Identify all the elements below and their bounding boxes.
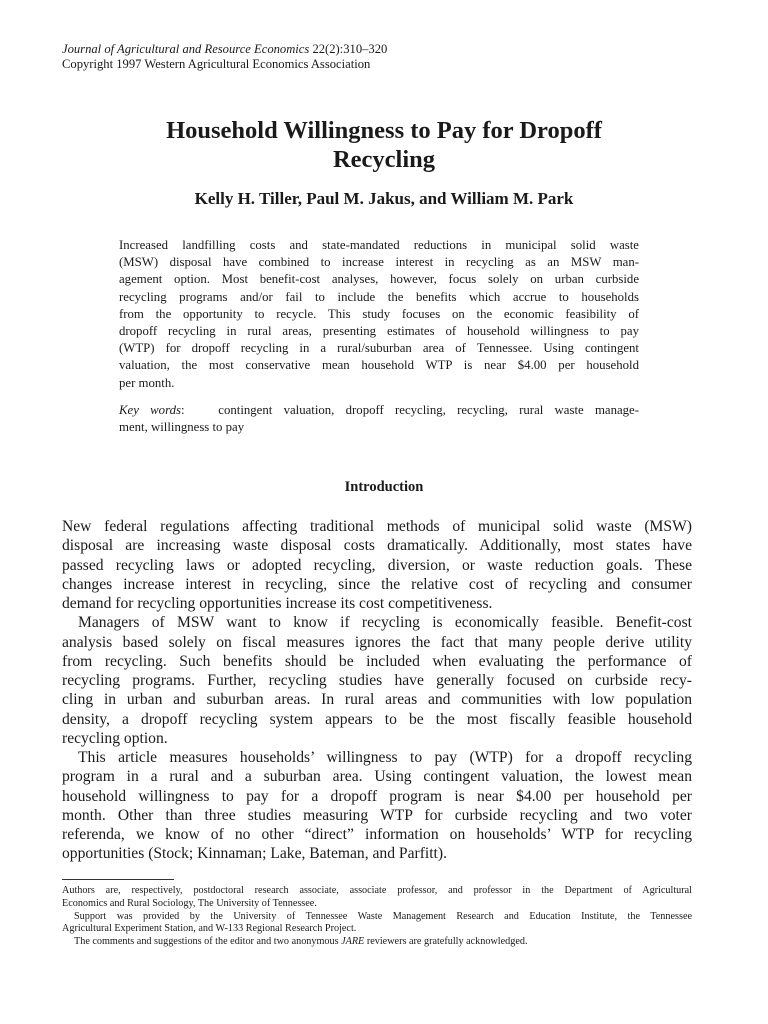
body-line: program in a rural and a suburban area. Using contingent valuation, the lowest mean <box>62 768 692 786</box>
body-line: recycling programs. Further, recycling studies have generally focused on curbside recy- <box>62 672 692 689</box>
abstract-line: per month. <box>119 375 175 390</box>
body-text <box>62 517 692 864</box>
journal-header <box>62 42 387 72</box>
title-line: Recycling <box>332 146 436 173</box>
journal-citation-line <box>62 42 387 57</box>
body-line: New federal regulations affecting traditional methods of municipal solid waste (MSW) <box>62 518 692 535</box>
abstract-line: recycling programs and/or fail to include the benefits which accrue to households <box>119 289 639 304</box>
footnote-line: Agricultural Experiment Station, and W-133 Regional Research Project. <box>62 923 357 935</box>
footnotes <box>62 885 692 949</box>
abstract <box>119 237 639 392</box>
body-line: passed recycling laws or adopted recycling, diversion, or waste reduction goals. These <box>62 556 692 574</box>
body-line: analysis based solely on fiscal measures ignores the fact that many people derive utility <box>62 633 692 651</box>
journal-name: Journal of Agricultural and Resource Economics <box>62 42 310 56</box>
body-line: month. Other than three studies measuring WTP for curbside recycling and two voter <box>62 806 692 824</box>
section-heading: Introduction <box>344 479 424 495</box>
abstract-line: agement option. Most benefit-cost analyses, however, focus solely on urban curbside <box>119 272 639 287</box>
footnote-text: reviewers are gratefully acknowledged. <box>364 936 528 948</box>
keywords-colon: : <box>180 403 185 417</box>
footnote-line: Support was provided by the University of Tennessee Waste Management Research and Education Institute, the Tennessee <box>74 910 692 922</box>
abstract-line: Increased landfilling costs and state-mandated reductions in municipal solid waste <box>119 238 639 252</box>
body-line: from recycling. Such benefits should be included when evaluating the performance of <box>62 652 692 670</box>
abstract-line: from the opportunity to recycle. This study focuses on the economic feasibility of <box>119 306 639 321</box>
body-line: referenda, we know of no other “direct” information on households’ WTP for recycling <box>62 826 692 843</box>
keywords-line <box>119 402 639 419</box>
article-title <box>60 116 708 174</box>
footnote-line <box>62 936 692 949</box>
copyright-line: Copyright 1997 Western Agricultural Economics Association <box>62 57 371 71</box>
body-line: Managers of MSW want to know if recycling is economically feasible. Benefit-cost <box>78 614 692 632</box>
footnote-divider <box>62 879 174 880</box>
keywords-line: ment, willingness to pay <box>119 420 245 435</box>
body-line: cling in urban and suburban areas. In rural areas and communities with low population <box>62 691 692 709</box>
footnote-line: Economics and Rural Sociology, The University of Tennessee. <box>62 897 317 909</box>
body-line: household willingness to pay for a dropoff program is near $4.00 per household per <box>62 787 692 805</box>
body-line: demand for recycling opportunities increase its cost competitiveness. <box>62 595 493 612</box>
body-line: recycling option. <box>62 729 168 747</box>
footnote-text: The comments and suggestions of the editor and two anonymous <box>74 936 342 948</box>
body-line: density, a dropoff recycling system appears to be the most fiscally feasible household <box>62 710 692 728</box>
abstract-line: dropoff recycling in rural areas, presenting estimates of household willingness to pay <box>119 324 639 339</box>
keywords <box>119 402 639 436</box>
journal-abbrev: JARE <box>341 936 365 948</box>
footnote-line: Authors are, respectively, postdoctoral research associate, associate professor, and professor in the Department of Agricultural <box>62 885 692 896</box>
keywords-label: Key words <box>119 403 181 417</box>
abstract-line: (WTP) for dropoff recycling in a rural/suburban area of Tennessee. Using contingent <box>119 341 639 356</box>
journal-volume-pages: 22(2):310–320 <box>309 42 388 56</box>
title-line: Household Willingness to Pay for Dropoff <box>166 117 602 144</box>
abstract-line: valuation, the most conservative mean household WTP is near $4.00 per household <box>119 358 639 373</box>
body-line: opportunities (Stock; Kinnaman; Lake, Bateman, and Parfitt). <box>62 845 447 863</box>
author-list: Kelly H. Tiller, Paul M. Jakus, and William M. Park <box>194 189 574 208</box>
keywords-text: contingent valuation, dropoff recycling, recycling, rural waste manage- <box>218 403 639 417</box>
body-line: changes increase interest in recycling, since the relative cost of recycling and consumer <box>62 575 692 593</box>
abstract-line: (MSW) disposal have combined to increase interest in recycling as an MSW man- <box>119 255 639 270</box>
body-line: This article measures households’ willingness to pay (WTP) for a dropoff recycling <box>78 749 692 766</box>
body-line: disposal are increasing waste disposal costs dramatically. Additionally, most states have <box>62 537 692 555</box>
